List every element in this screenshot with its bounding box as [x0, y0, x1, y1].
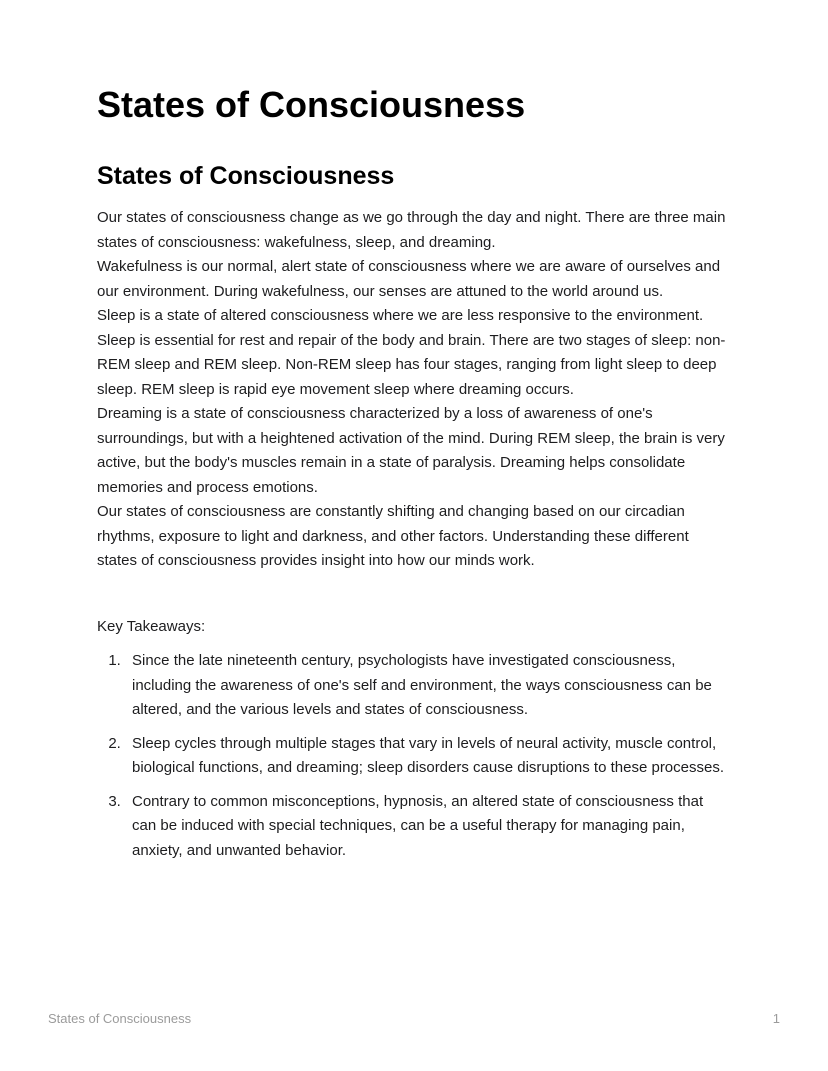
takeaway-item: 3. Contrary to common misconceptions, hypnosis, an altered state of consciousness that can be induced with special techniques, can be a useful therapy for managing pain, anxiety, and unwanted behavior. — [125, 790, 731, 864]
page-footer — [0, 1011, 828, 1026]
document-title: States of Consciousness — [97, 84, 526, 125]
takeaway-item: 2. Sleep cycles through multiple stages that vary in levels of neural activity, muscle control, biological functions, and dreaming; sleep disorders cause disruptions to these processes. — [125, 732, 731, 781]
body-paragraph: Our states of consciousness change as we go through the day and night. There are three main states of consciousness: wakefulness, sleep, and dreaming. — [97, 209, 726, 251]
body-paragraph: Dreaming is a state of consciousness characterized by a loss of awareness of one's surroundings, but with a heightened activation of the mind. During REM sleep, the brain is very active, but the body's muscles remain in a state of paralysis. Dreaming helps consolidate memories and process emotions. — [97, 405, 725, 496]
key-takeaways-label: Key Takeaways: — [97, 617, 206, 635]
footer-page-number: 1 — [772, 1011, 780, 1026]
body-paragraph: Our states of consciousness are constantly shifting and changing based on our circadian rhythms, exposure to light and darkness, and other factors. Understanding these different states of consciousness provides insight into how our minds work. — [97, 503, 689, 570]
body-paragraph: Wakefulness is our normal, alert state of consciousness where we are aware of ourselves and our environment. During wakefulness, our senses are attuned to the world around us. — [97, 258, 721, 300]
footer-document-name: States of Consciousness — [48, 1011, 192, 1026]
takeaway-item: 1. Since the late nineteenth century, psychologists have investigated consciousness, including the awareness of one's self and environment, the ways consciousness can be altered, and the various levels and states of consciousness. — [125, 649, 731, 723]
key-takeaways-list — [97, 649, 731, 863]
body-paragraph: Sleep is a state of altered consciousness where we are less responsive to the environment. Sleep is essential for rest and repair of the body and brain. There are two stages of sleep: non-REM sleep and REM sleep. Non-REM sleep has four stages, ranging from light sleep to deep sleep. REM sleep is rapid eye movement sleep where dreaming occurs. — [97, 307, 726, 398]
section-heading: States of Consciousness — [97, 162, 395, 191]
